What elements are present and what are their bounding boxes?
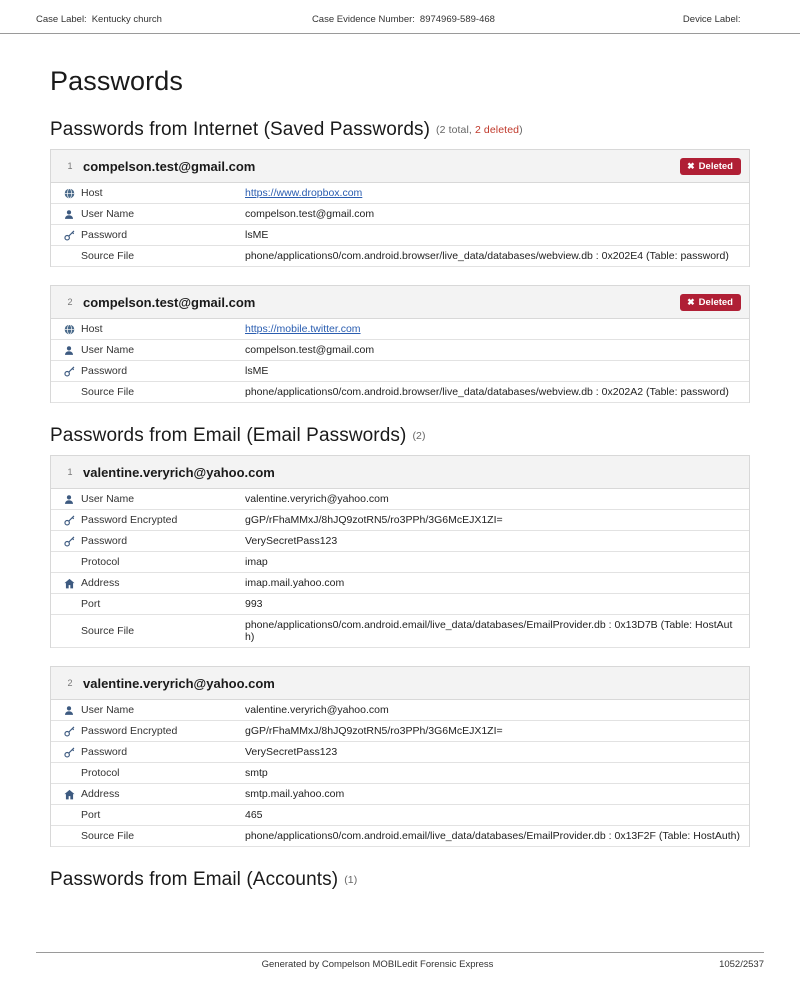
row-label-cell (51, 489, 241, 509)
row-value-cell (241, 721, 749, 741)
document-footer (36, 952, 764, 970)
row-value-cell (241, 615, 749, 647)
row-value-cell (241, 805, 749, 825)
row-label: Password (81, 229, 128, 241)
row-label: User Name (81, 704, 135, 716)
table-row (51, 183, 749, 204)
table-row (51, 594, 749, 615)
table-row (51, 615, 749, 648)
home-icon (61, 788, 77, 800)
record-card (50, 149, 750, 267)
table-row (51, 246, 749, 267)
section-title: Passwords from Internet (Saved Passwords) (2 total, 2 deleted) (50, 119, 523, 140)
user-icon (61, 344, 77, 356)
row-value-cell[interactable] (241, 319, 749, 339)
row-label-cell (51, 763, 241, 783)
row-label: Password (81, 535, 128, 547)
row-label: Source File (81, 830, 135, 842)
row-value: imap.mail.yahoo.com (245, 577, 345, 589)
row-value: phone/applications0/com.android.browser/live_data/databases/webview.db : 0x202E4 (Table: password) (245, 250, 729, 262)
row-value-cell (241, 826, 749, 846)
row-label: Source File (81, 625, 135, 637)
row-value-cell (241, 784, 749, 804)
table-row (51, 805, 749, 826)
table-row (51, 573, 749, 594)
record-title: valentine.veryrich@yahoo.com (83, 675, 275, 691)
report-content (0, 66, 800, 891)
row-label: Host (81, 187, 103, 199)
row-label-cell (51, 382, 241, 402)
row-label-cell (51, 204, 241, 224)
row-value: 465 (245, 809, 263, 821)
record-index: 1 (67, 161, 73, 171)
row-value-cell (241, 361, 749, 381)
section-title: Passwords from Email (Accounts) (1) (50, 869, 358, 890)
table-row (51, 319, 749, 340)
row-value: lsME (245, 365, 269, 377)
row-label-cell (51, 552, 241, 572)
row-label: Protocol (81, 767, 120, 779)
record-title: compelson.test@gmail.com (83, 294, 256, 310)
record-header (51, 286, 749, 319)
device-label-caption: Device Label: (682, 14, 741, 25)
row-label: Port (81, 809, 101, 821)
status-badge-deleted (680, 294, 741, 311)
footer-generated-by: Generated by Compelson MOBILedit Forensic Express (261, 959, 494, 970)
row-value: smtp.mail.yahoo.com (245, 788, 345, 800)
status-badge-label: Deleted (698, 296, 733, 308)
row-label: Password Encrypted (81, 514, 178, 526)
row-label-cell (51, 700, 241, 720)
row-value-cell (241, 510, 749, 530)
section-deleted-count: 2 deleted (474, 124, 520, 136)
table-row (51, 382, 749, 403)
device-label-block (683, 14, 746, 25)
row-label: Protocol (81, 556, 120, 568)
user-icon (61, 208, 77, 220)
case-label-block (36, 14, 162, 25)
row-value: VerySecretPass123 (245, 535, 338, 547)
row-label: Password (81, 746, 128, 758)
table-row (51, 510, 749, 531)
record-title: valentine.veryrich@yahoo.com (83, 464, 275, 480)
status-badge-label: Deleted (698, 160, 733, 172)
record-card (50, 285, 750, 403)
case-evidence-block (312, 14, 495, 25)
row-value-cell (241, 763, 749, 783)
row-value: lsME (245, 229, 269, 241)
row-value: imap (245, 556, 268, 568)
row-value-cell (241, 382, 749, 402)
row-value-cell (241, 531, 749, 551)
table-row (51, 721, 749, 742)
row-value-cell (241, 573, 749, 593)
row-value: phone/applications0/com.android.browser/live_data/databases/webview.db : 0x202A2 (Table: password) (245, 386, 729, 398)
record-header (51, 667, 749, 700)
key-icon (61, 725, 77, 737)
table-row (51, 489, 749, 510)
row-value: smtp (245, 767, 268, 779)
row-value: phone/applications0/com.android.email/live_data/databases/EmailProvider.db : 0x13D7B (Table: HostAuth) (245, 619, 733, 643)
row-label-cell (51, 225, 241, 245)
row-value-cell (241, 225, 749, 245)
case-evidence-value: 8974969-589-468 (419, 14, 495, 25)
table-row (51, 204, 749, 225)
close-icon: ✖ (687, 296, 695, 307)
row-value: VerySecretPass123 (245, 746, 338, 758)
row-label: Source File (81, 386, 135, 398)
row-value: phone/applications0/com.android.email/live_data/databases/EmailProvider.db : 0x13F2F (Table: HostAuth) (245, 830, 740, 842)
status-badge-deleted (680, 158, 741, 175)
table-row (51, 763, 749, 784)
row-label: Port (81, 598, 101, 610)
row-value: compelson.test@gmail.com (245, 344, 375, 356)
table-row (51, 552, 749, 573)
key-icon (61, 229, 77, 241)
key-icon (61, 365, 77, 377)
record-header (51, 456, 749, 489)
section-count: (2 total, 2 deleted) (436, 124, 523, 136)
row-value: valentine.veryrich@yahoo.com (245, 493, 389, 505)
table-row (51, 531, 749, 552)
record-index: 1 (67, 467, 73, 477)
row-value-cell (241, 700, 749, 720)
row-value-link[interactable]: https://mobile.twitter.com (245, 323, 361, 335)
table-row (51, 225, 749, 246)
user-icon (61, 493, 77, 505)
user-icon (61, 704, 77, 716)
row-label-cell (51, 510, 241, 530)
record-index: 2 (67, 678, 73, 688)
case-label-caption: Case Label: (36, 14, 87, 25)
row-value-cell (241, 246, 749, 266)
row-value: gGP/rFhaMMxJ/8hJQ9zotRN5/ro3PPh/3G6McEJX1ZI= (245, 514, 503, 526)
row-label: Source File (81, 250, 135, 262)
row-label-cell (51, 721, 241, 741)
table-row (51, 361, 749, 382)
table-row (51, 784, 749, 805)
table-row (51, 700, 749, 721)
row-label-cell (51, 531, 241, 551)
record-header (51, 150, 749, 183)
sections-container (36, 119, 764, 891)
row-value: 993 (245, 598, 263, 610)
row-value-cell (241, 489, 749, 509)
close-icon: ✖ (687, 160, 695, 171)
row-label: Host (81, 323, 103, 335)
row-value-cell (241, 594, 749, 614)
key-icon (61, 746, 77, 758)
row-label-cell (51, 246, 241, 266)
row-label-cell (51, 573, 241, 593)
table-row (51, 826, 749, 847)
row-label: Address (81, 577, 120, 589)
row-value-cell (241, 742, 749, 762)
row-label-cell (51, 594, 241, 614)
record-index: 2 (67, 297, 73, 307)
page-title: Passwords (50, 66, 183, 96)
row-label: User Name (81, 493, 135, 505)
case-label-value: Kentucky church (91, 14, 162, 25)
globe-icon (61, 187, 77, 199)
row-label: User Name (81, 344, 135, 356)
record-card (50, 455, 750, 648)
row-label-cell (51, 784, 241, 804)
key-icon (61, 514, 77, 526)
home-icon (61, 577, 77, 589)
row-label: Address (81, 788, 120, 800)
row-label-cell (51, 361, 241, 381)
row-label-cell (51, 615, 241, 647)
row-value-link[interactable]: https://www.dropbox.com (245, 187, 363, 199)
row-label-cell (51, 340, 241, 360)
record-title: compelson.test@gmail.com (83, 158, 256, 174)
row-value-cell (241, 340, 749, 360)
row-label-cell (51, 183, 241, 203)
row-value: compelson.test@gmail.com (245, 208, 375, 220)
row-value: valentine.veryrich@yahoo.com (245, 704, 389, 716)
row-value: gGP/rFhaMMxJ/8hJQ9zotRN5/ro3PPh/3G6McEJX1ZI= (245, 725, 503, 737)
key-icon (61, 535, 77, 547)
row-label: Password Encrypted (81, 725, 178, 737)
record-card (50, 666, 750, 847)
row-label: Password (81, 365, 128, 377)
row-label-cell (51, 826, 241, 846)
row-label: User Name (81, 208, 135, 220)
section-title: Passwords from Email (Email Passwords) (2) (50, 425, 426, 446)
section-count: (2) (412, 430, 426, 442)
row-label-cell (51, 319, 241, 339)
document-header (0, 0, 800, 34)
row-value-cell[interactable] (241, 183, 749, 203)
row-value-cell (241, 552, 749, 572)
table-row (51, 742, 749, 763)
table-row (51, 340, 749, 361)
footer-page-number: 1052/2537 (719, 959, 764, 970)
row-value-cell (241, 204, 749, 224)
section-count: (1) (344, 874, 358, 886)
case-evidence-caption: Case Evidence Number: (311, 14, 415, 25)
globe-icon (61, 323, 77, 335)
row-label-cell (51, 742, 241, 762)
row-label-cell (51, 805, 241, 825)
